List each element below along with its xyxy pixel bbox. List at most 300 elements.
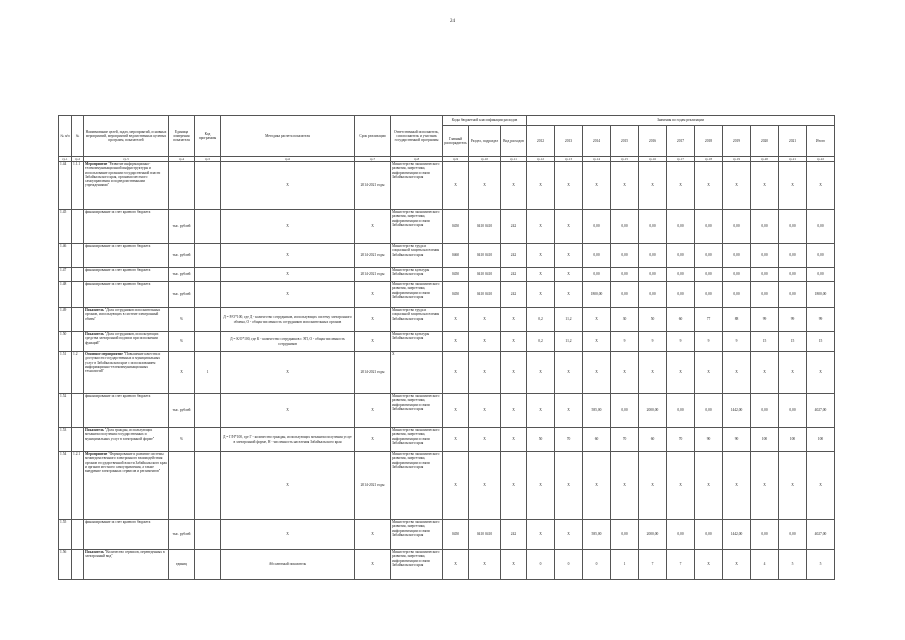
column-number: гр.19 [723,157,751,162]
row-name-type: Мероприятие [85,162,108,166]
row-year-value: 2000,00 [639,394,667,428]
row-kind: X [501,394,527,428]
row-year-value: 0,00 [583,244,611,268]
row-kind: 242 [501,210,527,244]
row-year-value: 0,00 [695,268,723,282]
row-year-value: X [779,162,807,210]
row-method: X [221,394,355,428]
row-grbs: 0450 [443,268,469,282]
row-year-value: 50 [639,308,667,332]
row-kind: X [501,352,527,394]
header-year: 2020 [751,126,779,157]
row-year-value: 0,00 [639,282,667,308]
row-year-value: X [667,162,695,210]
row-name [84,550,169,580]
row-year-value: X [751,162,779,210]
column-number: гр.16 [639,157,667,162]
row-year-value: 2000,00 [639,520,667,550]
header-section: Раздел, подраздел [469,126,501,157]
row-name-text: финансирование за счет краевого бюджета [85,244,151,248]
row-name-type: Показатель [85,550,104,554]
row-year-value: 90 [695,428,723,452]
row-year-value: 90 [723,428,751,452]
row-grbs: 0450 [443,520,469,550]
row-year-value: X [527,352,555,394]
table-row [59,550,835,580]
row-year-value: 0,00 [695,244,723,268]
header-year: 2019 [723,126,751,157]
row-year-value: 0,00 [583,268,611,282]
column-number: гр.2 [72,157,84,162]
row-year-value: 99 [751,308,779,332]
header-base: Код программы [195,116,221,157]
row-responsible: Министерство экономического развития, энергетики, информатизации и связи Забайкальского края [391,394,443,428]
row-year-value: 70 [667,428,695,452]
row-name [84,244,169,268]
row-year-value: X [611,452,639,520]
row-term: X [355,308,391,332]
column-number: гр.20 [751,157,779,162]
row-number: 1.49 [59,308,72,332]
row-year-value: X [555,394,583,428]
row-year-value: 5 [807,550,835,580]
row-section: X [469,428,501,452]
row-year-value: 88 [723,308,751,332]
row-year-value: 4 [751,550,779,580]
row-section: 0410 0410 [469,210,501,244]
row-term: 2014-2021 годы [355,268,391,282]
row-name-text: финансирование за счет краевого бюджета [85,394,151,398]
row-unit: тыс. рублей [169,268,195,282]
column-number: гр.18 [695,157,723,162]
row-year-value: 0 [527,550,555,580]
row-unit: тыс. рублей [169,282,195,308]
row-number: 1.52 [59,394,72,428]
row-year-value: 0,00 [723,282,751,308]
row-year-value: 0,00 [611,210,639,244]
row-responsible: X [391,352,443,394]
row-kind: 242 [501,282,527,308]
row-year-value: X [723,452,751,520]
row-grbs: X [443,394,469,428]
row-year-value: 0,00 [667,244,695,268]
row-responsible: Министерство труда и социальной защиты населения Забайкальского края [391,244,443,268]
row-year-value: 100 [751,428,779,452]
header-year: 2018 [695,126,723,157]
row-year-value: 585,00 [583,394,611,428]
row-year-value: 0 [555,550,583,580]
row-section: X [469,394,501,428]
row-base [195,520,221,550]
row-method: X [221,452,355,520]
row-year-value: 0,00 [667,520,695,550]
row-year-value: X [527,282,555,308]
row-name [84,308,169,332]
row-base [195,332,221,352]
program-table [58,115,835,580]
row-unit [169,162,195,210]
row-year-value: X [751,352,779,394]
row-year-value: 1800,00 [807,282,835,308]
row-section: X [469,308,501,332]
row-unit: % [169,332,195,352]
row-year-value: 0,00 [807,244,835,268]
row-section: X [469,332,501,352]
row-kind: X [501,550,527,580]
row-base [195,550,221,580]
table-row [59,210,835,244]
row-year-value: 7 [639,550,667,580]
row-year-value: X [555,520,583,550]
row-base [195,244,221,268]
row-year-value: 5 [779,550,807,580]
row-year-value: X [555,268,583,282]
row-year-value: 0,00 [779,244,807,268]
row-year-value: X [695,550,723,580]
header-year: 2013 [555,126,583,157]
row-grbs: 0450 [443,282,469,308]
table-row [59,352,835,394]
row-term: X [355,550,391,580]
header-year: 2016 [639,126,667,157]
row-section: 0410 0410 [469,244,501,268]
row-unit: % [169,428,195,452]
row-code [72,428,84,452]
row-unit: тыс. рублей [169,394,195,428]
row-year-value: 1800,00 [583,282,611,308]
row-year-value: X [527,210,555,244]
table-row [59,332,835,352]
table-row [59,282,835,308]
row-responsible: Министерство экономического развития, энергетики, информатизации и связи Забайкальского края [391,428,443,452]
column-number: гр.11 [501,157,527,162]
column-number: гр.4 [169,157,195,162]
row-year-value: 0,00 [751,282,779,308]
row-year-value: 0,00 [807,210,835,244]
row-year-value: 0,00 [667,394,695,428]
row-responsible: Министерство экономического развития, энергетики, информатизации и связи Забайкальского края [391,282,443,308]
row-kind: X [501,452,527,520]
row-year-value: 0,00 [723,244,751,268]
row-year-value: X [667,452,695,520]
row-base: 1 [195,352,221,394]
row-year-value: 60 [667,308,695,332]
column-number: гр.3 [84,157,169,162]
row-year-value: 0,00 [779,520,807,550]
row-year-value: 50 [527,428,555,452]
row-grbs: 0450 [443,210,469,244]
row-code [72,550,84,580]
table-row [59,244,835,268]
row-section: X [469,452,501,520]
row-name-text: "Количество сервисов, переведенных в электронный вид" [85,550,165,559]
row-year-value: X [639,352,667,394]
row-year-value: 11,2 [555,308,583,332]
row-year-value: 60 [639,428,667,452]
row-number: 1.54 [59,452,72,520]
row-year-value: X [695,452,723,520]
row-year-value: 100 [807,428,835,452]
row-name-text: финансирование за счет краевого бюджета [85,520,151,524]
row-year-value: X [695,352,723,394]
header-term: Срок реализации [355,116,391,157]
row-number: 1.44 [59,162,72,210]
row-term: X [355,394,391,428]
row-year-value: X [751,452,779,520]
row-year-value: X [807,162,835,210]
row-name-text: "Развитие информационно-телекоммуникационной инфраструктуры и использование органами государственной власти Забайкальского края, органами местного самоуправления и подведомственными учреждениями" [85,162,161,188]
row-section: X [469,352,501,394]
row-year-value: 0,00 [723,210,751,244]
row-year-value: 0,00 [751,210,779,244]
row-name [84,282,169,308]
table-row [59,394,835,428]
table-row [59,452,835,520]
column-number: гр.10 [469,157,501,162]
row-year-value: 0,00 [611,244,639,268]
header-no: № п/п [59,116,72,157]
row-number: 1.47 [59,268,72,282]
row-method: Д = Г/Н*100, где Г - количество граждан, использующих механизм получения услуг в электронной форме, Н - численность населения Забайкальского края [221,428,355,452]
row-year-value: 9 [639,332,667,352]
row-year-value: X [583,352,611,394]
row-year-value: X [779,352,807,394]
row-grbs: X [443,352,469,394]
row-year-value: 0,00 [611,520,639,550]
row-year-value: 0,00 [751,394,779,428]
row-year-value: 0,00 [695,394,723,428]
header-budget-group: Коды бюджетной классификации расходов [443,116,527,126]
row-section: 0410 0410 [469,520,501,550]
row-year-value: 0,00 [807,268,835,282]
row-name-text: финансирование за счет краевого бюджета [85,268,151,272]
column-number: гр.9 [443,157,469,162]
header-method: Методика расчета показателя [221,116,355,157]
row-grbs: X [443,550,469,580]
row-term: X [355,520,391,550]
row-section: 0410 0410 [469,282,501,308]
row-year-value: X [611,162,639,210]
row-year-value: X [667,352,695,394]
row-year-value: X [583,162,611,210]
row-name-text: "Доля граждан, использующих механизм получения государственных и муниципальных услуг в электронной форме" [85,428,155,441]
row-year-value: X [611,352,639,394]
row-unit: тыс. рублей [169,210,195,244]
header-year: Итого [807,126,835,157]
row-year-value: 100 [779,428,807,452]
row-name-text: "Доля сотрудников, использующих средства электронной подписи при исполнении функций" [85,332,159,345]
row-name-text: "Повышение качества и доступности государственных и муниципальных услуг в Забайкальском крае с использованием информационно-телекоммуникационных технологий" [85,352,161,374]
row-year-value: 0,00 [751,520,779,550]
row-year-value: 1442,00 [723,520,751,550]
row-year-value: X [639,162,667,210]
row-year-value: 15 [751,332,779,352]
row-year-value: X [555,352,583,394]
row-number: 1.56 [59,550,72,580]
row-year-value: 0,00 [667,210,695,244]
row-term: X [355,428,391,452]
row-unit [169,452,195,520]
row-year-value: 99 [807,308,835,332]
row-year-value: 0,00 [779,282,807,308]
column-number: гр.21 [779,157,807,162]
row-year-value: 0,00 [639,210,667,244]
row-section: X [469,162,501,210]
row-year-value: 585,00 [583,520,611,550]
row-year-value: 30 [611,308,639,332]
column-number: гр.17 [667,157,695,162]
row-year-value: 0,00 [779,394,807,428]
column-number: гр.14 [583,157,611,162]
row-name [84,210,169,244]
row-name-type: Основное мероприятие [85,352,123,356]
row-year-value: X [583,332,611,352]
row-method: X [221,244,355,268]
table-row [59,268,835,282]
row-base [195,162,221,210]
row-term: X [355,210,391,244]
row-year-value: 0,00 [723,268,751,282]
row-code [72,394,84,428]
row-year-value: 1442,00 [723,394,751,428]
column-number: гр.8 [391,157,443,162]
row-term: X [355,282,391,308]
row-year-value: X [639,452,667,520]
row-term: 2014-2021 годы [355,244,391,268]
row-year-value: 0,00 [751,244,779,268]
row-unit: тыс. рублей [169,244,195,268]
row-number: 1.48 [59,282,72,308]
column-number: гр.13 [555,157,583,162]
row-method: X [221,268,355,282]
row-kind: X [501,428,527,452]
row-section: X [469,550,501,580]
row-year-value: 0,00 [779,210,807,244]
row-number: 1.53 [59,428,72,452]
row-year-value: X [695,162,723,210]
row-name-type: Показатель [85,332,104,336]
row-year-value: 0,00 [583,210,611,244]
page-number: 24 [450,19,455,24]
row-code: 1.2.1 [72,452,84,520]
row-base [195,308,221,332]
row-year-value: 0,00 [639,244,667,268]
header-values-group: Значения по годам реализации [527,116,835,126]
row-year-value: 0,00 [667,282,695,308]
row-year-value: X [527,162,555,210]
header-responsible: Ответственный исполнитель, соисполнитель и участник государственной программы [391,116,443,157]
row-year-value: X [723,352,751,394]
row-grbs: 0460 [443,244,469,268]
row-name [84,428,169,452]
row-base [195,282,221,308]
row-base [195,452,221,520]
row-year-value: 15 [779,332,807,352]
row-responsible: Министерство экономического развития, энергетики, информатизации и связи Забайкальского края [391,162,443,210]
row-name-type: Показатель [85,428,104,432]
row-name [84,394,169,428]
column-number: гр.6 [221,157,355,162]
row-code [72,210,84,244]
row-year-value: X [527,520,555,550]
row-base [195,428,221,452]
row-year-value: X [555,282,583,308]
header-year: 2021 [779,126,807,157]
row-grbs: X [443,452,469,520]
row-responsible: Министерство экономического развития, энергетики, информатизации и связи Забайкальского края [391,520,443,550]
row-name [84,352,169,394]
row-year-value: 70 [611,428,639,452]
row-year-value: 9 [723,332,751,352]
row-base [195,210,221,244]
table-row [59,162,835,210]
row-year-value: 70 [555,428,583,452]
row-year-value: X [555,244,583,268]
header-year: 2014 [583,126,611,157]
row-year-value: 99 [779,308,807,332]
row-year-value: 0,00 [611,268,639,282]
row-code [72,244,84,268]
row-name [84,268,169,282]
row-year-value: X [527,452,555,520]
row-year-value: X [555,162,583,210]
table-row [59,308,835,332]
row-number: 1.55 [59,520,72,550]
row-year-value: X [527,394,555,428]
row-number: 1.50 [59,332,72,352]
row-method: X [221,282,355,308]
row-method: X [221,210,355,244]
row-responsible: Министерство культуры Забайкальского края [391,332,443,352]
row-term: X [355,332,391,352]
row-year-value: 1 [611,550,639,580]
row-name-type: Показатель [85,308,104,312]
row-responsible: Министерство экономического развития, энергетики, информатизации и связи Забайкальского края [391,210,443,244]
table-header [59,116,835,162]
row-year-value: X [779,452,807,520]
row-name-text: финансирование за счет краевого бюджета [85,210,151,214]
row-number: 1.46 [59,244,72,268]
row-unit: % [169,308,195,332]
header-code: № [72,116,84,157]
row-year-value: X [527,244,555,268]
column-number: гр.22 [807,157,835,162]
row-year-value: 7 [667,550,695,580]
row-name-text: финансирование за счет краевого бюджета [85,282,151,286]
table-body [59,162,835,580]
row-method: X [221,162,355,210]
row-name [84,162,169,210]
header-unit: Единица измерения показателя [169,116,195,157]
row-grbs: X [443,428,469,452]
row-unit: тыс. рублей [169,520,195,550]
row-code [72,308,84,332]
row-year-value: 9 [611,332,639,352]
row-year-value: 0,00 [611,282,639,308]
row-base [195,394,221,428]
row-year-value: X [555,452,583,520]
row-responsible: Министерство экономического развития, энергетики, информатизации и связи Забайкальского края [391,452,443,520]
column-number: гр.12 [527,157,555,162]
row-year-value: 77 [695,308,723,332]
row-year-value: X [583,308,611,332]
header-year: 2015 [611,126,639,157]
row-year-value: 0,2 [527,332,555,352]
column-number: гр.1 [59,157,72,162]
header-year: 2017 [667,126,695,157]
table-row [59,520,835,550]
row-year-value: X [723,550,751,580]
